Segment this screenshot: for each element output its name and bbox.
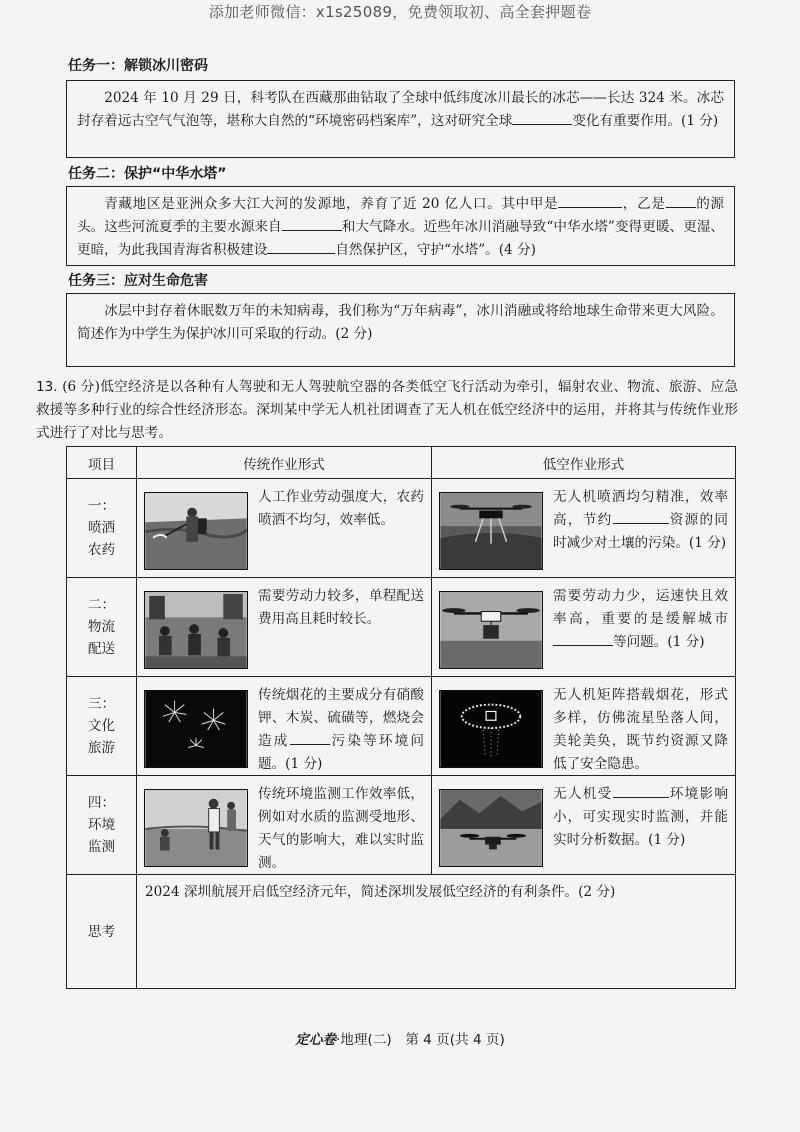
item-line: 监测 [87,839,116,855]
task3-box [66,293,735,367]
think-prompt: 2024 深圳航展开启低空经济元年，简述深圳发展低空经济的有利条件。(2 分) [145,884,616,900]
table-header-row [67,447,736,479]
table-row [67,578,736,677]
answer-blank[interactable] [553,631,613,646]
task1-text-b: 变化有重要作用。(1 分) [572,113,719,129]
traditional-text: 传统环境监测工作效率低，例如对水质的监测受地形、天气的影响大，难以实时监测。 [258,786,424,871]
think-answer-area[interactable] [137,875,736,989]
traditional-text-b: 污染等环境问题。(1 分) [258,733,424,772]
monitoring-drone-photo [439,789,543,867]
item-line: 农药 [87,542,116,558]
delivery-drone-photo [439,591,543,669]
item-line: 文化 [87,718,116,734]
task2-box [66,186,735,266]
answer-blank[interactable] [613,783,669,798]
row-item-label [67,578,137,677]
think-row [67,875,736,989]
low-altitude-text-a: 需要劳动力少，运速快且效率高，重要的是缓解城市 [553,588,728,627]
low-altitude-cell [432,677,736,776]
low-altitude-text-b: 等问题。(1 分) [613,634,705,650]
row-item-label [67,677,137,776]
answer-blank[interactable] [282,216,342,231]
task1-title: 任务一：解锁冰川密码 [68,58,208,74]
task2-text-4: 和大气降水。近些年冰川消融导致“中华水塔”变得更暖、更湿、更暗，为此我国青海省积极建设 [77,219,724,258]
row-item-label [67,776,137,875]
traditional-text: 人工作业劳动强度大，农药喷洒不均匀，效率低。 [258,489,424,528]
item-line: 旅游 [87,740,116,756]
low-altitude-text-b: 环境影响小，可实现实时监测，并能实时分析数据。(1 分) [553,786,728,848]
table-row [67,479,736,578]
low-altitude-cell [432,578,736,677]
traditional-cell [137,776,432,875]
low-altitude-text-b: 资源的同时减少对土壤的污染。(1 分) [553,512,728,551]
task2-text-2: ，乙是 [622,196,666,212]
low-altitude-text-a: 无人机喷洒均匀精准，效率高，节约 [553,489,728,528]
item-line: 环境 [87,817,116,833]
traditional-cell [137,677,432,776]
item-line: 配送 [87,641,116,657]
item-number: 四： [87,795,116,811]
low-altitude-text: 无人机矩阵搭载烟花，形式多样，仿佛流星坠落人间，美轮美奂，既节约资源又降低了安全隐患。 [553,687,728,772]
question-number: 13. [36,379,58,395]
fireworks-photo [144,690,248,768]
header-low-altitude: 低空作业形式 [432,447,736,479]
task2-text-3: 的源头。这些河流夏季的主要水源来自 [77,196,725,235]
question-13-text: (6 分)低空经济是以各种有人驾驶和无人驾驶航空器的各类低空飞行活动为牵引，辐射农业、物流、旅游、应急救援等多种行业的综合性经济形态。深圳某中学无人机社团调查了无人机在低空经济中的运用，并将其与传统作业形式进行了对比与思考。 [36,379,738,441]
task2-title: 任务二：保护“中华水塔” [68,166,227,182]
item-number: 二： [87,597,116,613]
footer-page-info: ·地理(二) 第 4 页(共 4 页) [335,1032,505,1048]
page-footer [0,1028,800,1048]
task1-box [66,80,735,158]
table-row [67,677,736,776]
traditional-cell [137,479,432,578]
traditional-text: 需要劳动力较多，单程配送费用高且耗时较长。 [258,588,424,627]
delivery-riders-photo [144,591,248,669]
item-number: 一： [87,498,116,514]
low-altitude-text-a: 无人机受 [553,786,613,802]
header-item: 项目 [67,447,137,479]
item-number: 三： [87,696,116,712]
spraying-drone-photo [439,492,543,570]
low-altitude-cell [432,776,736,875]
item-line: 物流 [87,619,116,635]
answer-blank[interactable] [558,193,622,208]
traditional-text-a: 传统烟花的主要成分有硝酸钾、木炭、硫磺等，燃烧会造成 [258,687,424,749]
task2-text-1: 青藏地区是亚洲众多大江大河的发源地，养育了近 20 亿人口。其中甲是 [104,196,559,212]
farmer-spraying-photo [144,492,248,570]
answer-blank[interactable] [666,193,696,208]
row-item-label [67,479,137,578]
think-label: 思考 [67,875,137,989]
footer-brand: 定心卷 [295,1032,336,1048]
water-sampling-photo [144,789,248,867]
answer-blank[interactable] [512,110,572,125]
task1-text-a: 2024 年 10 月 29 日，科考队在西藏那曲钻取了全球中低纬度冰川最长的冰芯——长达 324 米。冰芯封存着远古空气气泡等，堪称大自然的“环境密码档案库”，这对研究全球 [77,90,724,129]
answer-blank[interactable] [613,509,669,524]
task3-text: 冰层中封存着休眠数万年的未知病毒，我们称为“万年病毒”，冰川消融或将给地球生命带来更大风险。简述作为中学生为保护冰川可采取的行动。(2 分) [77,303,724,342]
answer-blank[interactable] [290,730,330,745]
task2-text-5: 自然保护区，守护“水塔”。(4 分) [335,242,536,258]
task3-title: 任务三：应对生命危害 [68,273,208,289]
traditional-cell [137,578,432,677]
answer-blank[interactable] [267,239,335,254]
table-row [67,776,736,875]
question-13 [36,376,738,445]
header-traditional: 传统作业形式 [137,447,432,479]
watermark: 添加老师微信：x1s25089，免费领取初、高全套押题卷 [208,3,592,21]
item-line: 喷洒 [87,520,116,536]
comparison-table [66,446,736,989]
low-altitude-cell [432,479,736,578]
drone-light-show-photo [439,690,543,768]
